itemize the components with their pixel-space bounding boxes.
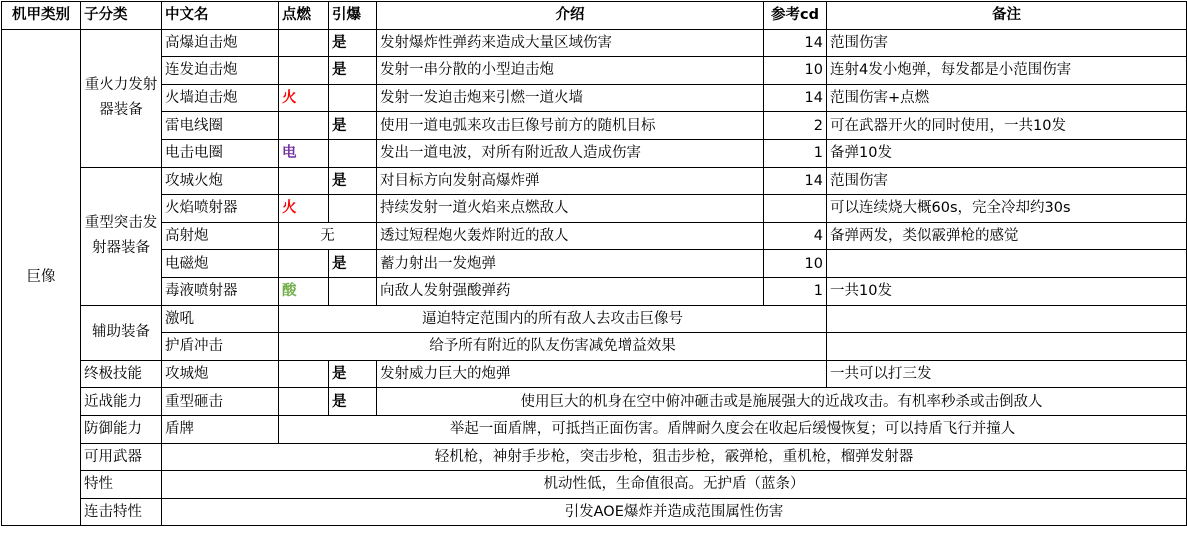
notes-cell: 连射4发小炮弹，每发都是小范围伤害: [827, 57, 1187, 85]
header-name: 中文名: [162, 2, 279, 30]
intro-cell: 发射一串分散的小型迫击炮: [377, 57, 764, 85]
cd-cell: 10: [764, 250, 827, 278]
traits-cell: 机动性低，生命值很高。无护盾（蓝条）: [162, 471, 1187, 499]
notes-cell: 一共10发: [827, 277, 1187, 305]
detonate-cell: 是: [329, 360, 377, 388]
group-heavy-fire: 重火力发射器装备: [81, 29, 162, 167]
header-subcategory: 子分类: [81, 2, 162, 30]
equipment-name: 电击电圈: [162, 139, 279, 167]
header-ignite: 点燃: [279, 2, 329, 30]
equipment-name: 激吼: [162, 305, 279, 333]
intro-cell: 持续发射一道火焰来点燃敌人: [377, 195, 764, 223]
equipment-name: 火墙迫击炮: [162, 84, 279, 112]
detonate-cell: [329, 277, 377, 305]
notes-cell: 范围伤害+点燃: [827, 84, 1187, 112]
header-intro: 介绍: [377, 2, 764, 30]
table-row: [2, 222, 1187, 250]
intro-cell: 给予所有附近的队友伤害减免增益效果: [279, 333, 827, 361]
notes-cell: [827, 333, 1187, 361]
notes-cell: 可以连续烧大概60s，完全冷却约30s: [827, 195, 1187, 223]
header-category: 机甲类别: [2, 2, 81, 30]
table-row: [2, 305, 1187, 333]
table-row: [2, 167, 1187, 195]
ignite-detonate-cell: 无: [279, 222, 377, 250]
group-melee: 近战能力: [81, 388, 162, 416]
equipment-name: 重型砸击: [162, 388, 279, 416]
group-defense: 防御能力: [81, 415, 162, 443]
ignite-cell: [279, 360, 329, 388]
header-notes: 备注: [827, 2, 1187, 30]
weapons-cell: 轻机枪，神射手步枪，突击步枪，狙击步枪，霰弹枪，重机枪，榴弹发射器: [162, 443, 1187, 471]
equipment-name: 雷电线圈: [162, 112, 279, 140]
ignite-cell: [279, 112, 329, 140]
cd-cell: 14: [764, 167, 827, 195]
notes-cell: [827, 305, 1187, 333]
ignite-cell: [279, 388, 329, 416]
intro-cell: 使用巨大的机身在空中俯冲砸击或是施展强大的近战攻击。有机率秒杀或击倒敌人: [377, 388, 1187, 416]
table-row: [2, 333, 1187, 361]
table-row: [2, 84, 1187, 112]
notes-cell: [827, 250, 1187, 278]
ignite-cell: 火: [279, 195, 329, 223]
detonate-cell: 是: [329, 112, 377, 140]
group-heavy-assault: 重型突击发射器装备: [81, 167, 162, 305]
ignite-cell: 电: [279, 139, 329, 167]
cd-cell: 10: [764, 57, 827, 85]
table-row: [2, 139, 1187, 167]
equipment-name: 连发迫击炮: [162, 57, 279, 85]
header-detonate: 引爆: [329, 2, 377, 30]
cd-cell: 1: [764, 277, 827, 305]
intro-cell: 举起一面盾牌，可抵挡正面伤害。盾牌耐久度会在收起后缓慢恢复；可以持盾飞行并撞人: [279, 415, 1187, 443]
ignite-cell: [279, 29, 329, 57]
table-row: [2, 29, 1187, 57]
detonate-cell: [329, 84, 377, 112]
equipment-name: 盾牌: [162, 415, 279, 443]
table-row: [2, 360, 1187, 388]
table-row: [2, 195, 1187, 223]
table-row: [2, 57, 1187, 85]
ignite-cell: [279, 167, 329, 195]
group-support: 辅助装备: [81, 305, 162, 360]
notes-cell: 备弹两发，类似霰弹枪的感觉: [827, 222, 1187, 250]
intro-cell: 透过短程炮火轰炸附近的敌人: [377, 222, 764, 250]
ignite-cell: 酸: [279, 277, 329, 305]
table-row: [2, 443, 1187, 471]
intro-cell: 发射一发迫击炮来引燃一道火墙: [377, 84, 764, 112]
cd-cell: 14: [764, 29, 827, 57]
equipment-name: 攻城炮: [162, 360, 279, 388]
intro-cell: 发射威力巨大的炮弹: [377, 360, 827, 388]
mech-name: 巨像: [2, 29, 81, 526]
notes-cell: 一共可以打三发: [827, 360, 1187, 388]
intro-cell: 逼迫特定范围内的所有敌人去攻击巨像号: [279, 305, 827, 333]
mech-table: [1, 1, 1187, 526]
intro-cell: 对目标方向发射高爆炸弹: [377, 167, 764, 195]
detonate-cell: 是: [329, 57, 377, 85]
ignite-cell: [279, 57, 329, 85]
equipment-name: 攻城火炮: [162, 167, 279, 195]
detonate-cell: [329, 195, 377, 223]
ignite-cell: 火: [279, 84, 329, 112]
intro-cell: 发射爆炸性弹药来造成大量区域伤害: [377, 29, 764, 57]
equipment-name: 电磁炮: [162, 250, 279, 278]
group-ultimate: 终极技能: [81, 360, 162, 388]
table-row: [2, 415, 1187, 443]
equipment-name: 高射炮: [162, 222, 279, 250]
header-row: [2, 2, 1187, 30]
notes-cell: 范围伤害: [827, 167, 1187, 195]
equipment-name: 护盾冲击: [162, 333, 279, 361]
detonate-cell: 是: [329, 250, 377, 278]
table-row: [2, 277, 1187, 305]
detonate-cell: [329, 139, 377, 167]
notes-cell: 范围伤害: [827, 29, 1187, 57]
equipment-name: 火焰喷射器: [162, 195, 279, 223]
group-traits: 特性: [81, 471, 162, 499]
cd-cell: 2: [764, 112, 827, 140]
table-row: [2, 112, 1187, 140]
intro-cell: 使用一道电弧来攻击巨像号前方的随机目标: [377, 112, 764, 140]
notes-cell: 可在武器开火的同时使用，一共10发: [827, 112, 1187, 140]
table-row: [2, 498, 1187, 526]
equipment-name: 高爆迫击炮: [162, 29, 279, 57]
intro-cell: 蓄力射出一发炮弹: [377, 250, 764, 278]
ignite-cell: [279, 250, 329, 278]
detonate-cell: 是: [329, 29, 377, 57]
intro-cell: 发出一道电波，对所有附近敌人造成伤害: [377, 139, 764, 167]
cd-cell: 1: [764, 139, 827, 167]
intro-cell: 向敌人发射强酸弹药: [377, 277, 764, 305]
table-row: [2, 250, 1187, 278]
combo-cell: 引发AOE爆炸并造成范围属性伤害: [162, 498, 1187, 526]
table-row: [2, 388, 1187, 416]
cd-cell: [764, 195, 827, 223]
group-combo: 连击特性: [81, 498, 162, 526]
equipment-name: 毒液喷射器: [162, 277, 279, 305]
group-weapons: 可用武器: [81, 443, 162, 471]
cd-cell: 14: [764, 84, 827, 112]
cd-cell: 4: [764, 222, 827, 250]
notes-cell: 备弹10发: [827, 139, 1187, 167]
table-row: [2, 471, 1187, 499]
detonate-cell: 是: [329, 167, 377, 195]
detonate-cell: 是: [329, 388, 377, 416]
header-cd: 参考cd: [764, 2, 827, 30]
